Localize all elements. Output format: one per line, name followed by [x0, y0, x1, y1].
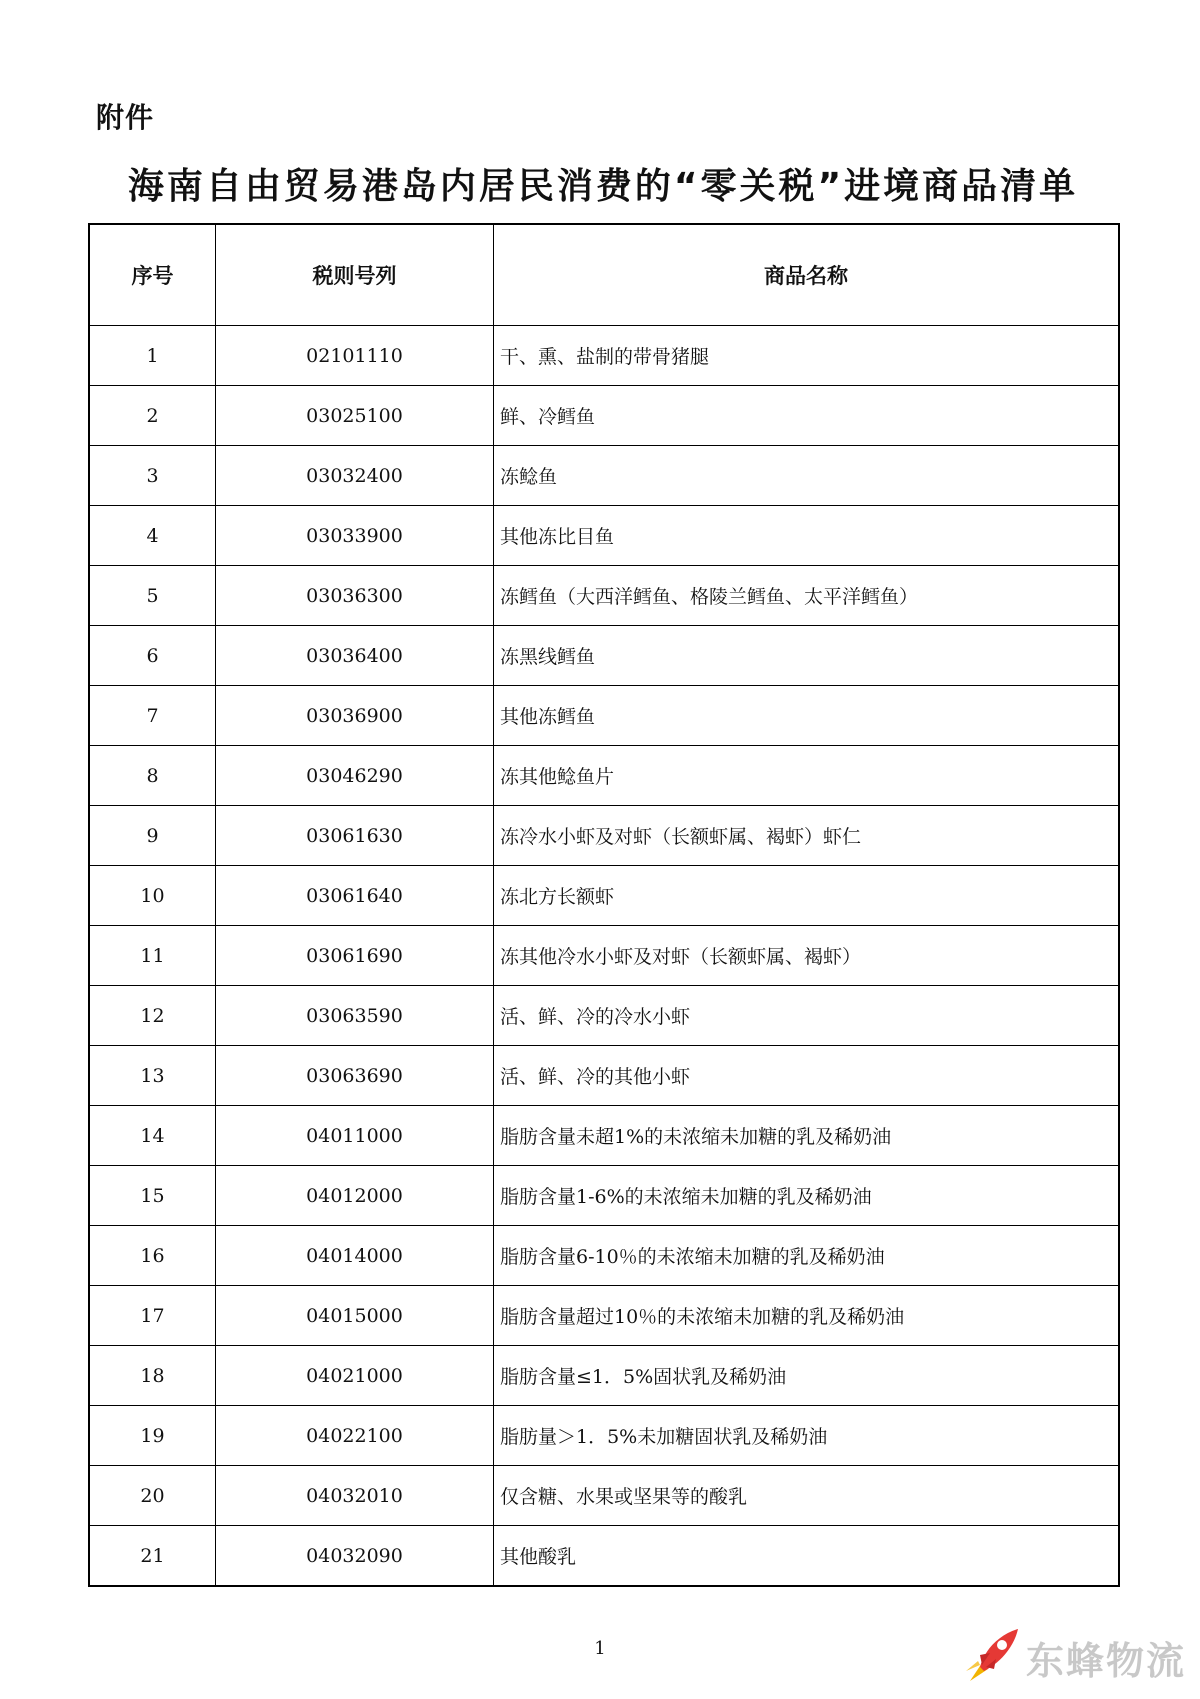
- product-name-cell: 脂肪含量未超1%的未浓缩未加糖的乳及稀奶油: [494, 1106, 1120, 1166]
- product-name-cell: 其他酸乳: [494, 1526, 1120, 1587]
- serial-number-cell: 14: [89, 1106, 216, 1166]
- table-row: [89, 986, 1119, 1046]
- product-name-cell: 仅含糖、水果或坚果等的酸乳: [494, 1466, 1120, 1526]
- tariff-code-cell: 03025100: [216, 386, 494, 446]
- serial-number-cell: 7: [89, 686, 216, 746]
- serial-number-cell: 18: [89, 1346, 216, 1406]
- tariff-code-cell: 03061640: [216, 866, 494, 926]
- table-row: [89, 686, 1119, 746]
- product-name-cell: 其他冻比目鱼: [494, 506, 1120, 566]
- product-name-cell: 冻冷水小虾及对虾（长额虾属、褐虾）虾仁: [494, 806, 1120, 866]
- tariff-code-cell: 03036900: [216, 686, 494, 746]
- header-serial-number: 序号: [89, 224, 216, 326]
- tariff-code-cell: 03036300: [216, 566, 494, 626]
- product-name-cell: 干、熏、盐制的带骨猪腿: [494, 326, 1120, 386]
- table-row: [89, 1166, 1119, 1226]
- attachment-label: 附件: [96, 101, 155, 134]
- table-row: [89, 1106, 1119, 1166]
- serial-number-cell: 17: [89, 1286, 216, 1346]
- product-name-cell: 冻北方长额虾: [494, 866, 1120, 926]
- serial-number-cell: 11: [89, 926, 216, 986]
- document-title: 海南自由贸易港岛内居民消费的“零关税”进境商品清单: [127, 166, 1079, 207]
- table-row: [89, 806, 1119, 866]
- table-row: [89, 386, 1119, 446]
- tariff-code-cell: 03063690: [216, 1046, 494, 1106]
- serial-number-cell: 2: [89, 386, 216, 446]
- header-row: [89, 224, 1119, 326]
- serial-number-cell: 20: [89, 1466, 216, 1526]
- serial-number-cell: 8: [89, 746, 216, 806]
- product-name-cell: 脂肪含量1-6%的未浓缩未加糖的乳及稀奶油: [494, 1166, 1120, 1226]
- tariff-code-cell: 04012000: [216, 1166, 494, 1226]
- product-name-cell: 活、鲜、冷的冷水小虾: [494, 986, 1120, 1046]
- tariff-code-cell: 03061690: [216, 926, 494, 986]
- product-name-cell: 脂肪含量≤1．5%固状乳及稀奶油: [494, 1346, 1120, 1406]
- tariff-code-cell: 03033900: [216, 506, 494, 566]
- table-row: [89, 1046, 1119, 1106]
- serial-number-cell: 19: [89, 1406, 216, 1466]
- tariff-code-cell: 04032090: [216, 1526, 494, 1587]
- tariff-code-cell: 04032010: [216, 1466, 494, 1526]
- tariff-code-cell: 02101110: [216, 326, 494, 386]
- header-tariff-code: 税则号列: [216, 224, 494, 326]
- header-product-name: 商品名称: [494, 224, 1120, 326]
- table-row: [89, 1226, 1119, 1286]
- product-name-cell: 冻黑线鳕鱼: [494, 626, 1120, 686]
- table-row: [89, 746, 1119, 806]
- table-row: [89, 926, 1119, 986]
- tariff-code-cell: 04011000: [216, 1106, 494, 1166]
- serial-number-cell: 21: [89, 1526, 216, 1587]
- table-row: [89, 1406, 1119, 1466]
- page-number: 1: [594, 1638, 606, 1659]
- serial-number-cell: 3: [89, 446, 216, 506]
- table-row: [89, 626, 1119, 686]
- serial-number-cell: 1: [89, 326, 216, 386]
- table-row: [89, 1286, 1119, 1346]
- rocket-icon: [962, 1625, 1022, 1689]
- tariff-code-cell: 03063590: [216, 986, 494, 1046]
- product-name-cell: 冻其他冷水小虾及对虾（长额虾属、褐虾）: [494, 926, 1120, 986]
- product-name-cell: 鲜、冷鳕鱼: [494, 386, 1120, 446]
- serial-number-cell: 5: [89, 566, 216, 626]
- table-row: [89, 1526, 1119, 1587]
- table-row: [89, 1346, 1119, 1406]
- watermark-logo: [962, 1625, 1186, 1689]
- product-name-cell: 冻鲶鱼: [494, 446, 1120, 506]
- tariff-code-cell: 04014000: [216, 1226, 494, 1286]
- serial-number-cell: 12: [89, 986, 216, 1046]
- product-name-cell: 脂肪量＞1．5%未加糖固状乳及稀奶油: [494, 1406, 1120, 1466]
- tariff-code-cell: 03046290: [216, 746, 494, 806]
- tariff-code-cell: 04022100: [216, 1406, 494, 1466]
- tariff-code-cell: 03036400: [216, 626, 494, 686]
- serial-number-cell: 4: [89, 506, 216, 566]
- product-name-cell: 其他冻鳕鱼: [494, 686, 1120, 746]
- product-name-cell: 活、鲜、冷的其他小虾: [494, 1046, 1120, 1106]
- product-name-cell: 冻鳕鱼（大西洋鳕鱼、格陵兰鳕鱼、太平洋鳕鱼）: [494, 566, 1120, 626]
- watermark-text: 东蜂物流: [1026, 1638, 1187, 1683]
- product-name-cell: 冻其他鲶鱼片: [494, 746, 1120, 806]
- tariff-code-cell: 03032400: [216, 446, 494, 506]
- product-name-cell: 脂肪含量6-10％的未浓缩未加糖的乳及稀奶油: [494, 1226, 1120, 1286]
- table-row: [89, 1466, 1119, 1526]
- table-header: [89, 224, 1119, 326]
- serial-number-cell: 9: [89, 806, 216, 866]
- goods-table: [88, 223, 1120, 1587]
- table-row: [89, 506, 1119, 566]
- table-row: [89, 326, 1119, 386]
- tariff-code-cell: 04021000: [216, 1346, 494, 1406]
- serial-number-cell: 6: [89, 626, 216, 686]
- serial-number-cell: 13: [89, 1046, 216, 1106]
- table-row: [89, 866, 1119, 926]
- table-row: [89, 446, 1119, 506]
- table-row: [89, 566, 1119, 626]
- tariff-code-cell: 03061630: [216, 806, 494, 866]
- serial-number-cell: 16: [89, 1226, 216, 1286]
- serial-number-cell: 10: [89, 866, 216, 926]
- table-body: [89, 326, 1119, 1587]
- tariff-code-cell: 04015000: [216, 1286, 494, 1346]
- serial-number-cell: 15: [89, 1166, 216, 1226]
- product-name-cell: 脂肪含量超过10％的未浓缩未加糖的乳及稀奶油: [494, 1286, 1120, 1346]
